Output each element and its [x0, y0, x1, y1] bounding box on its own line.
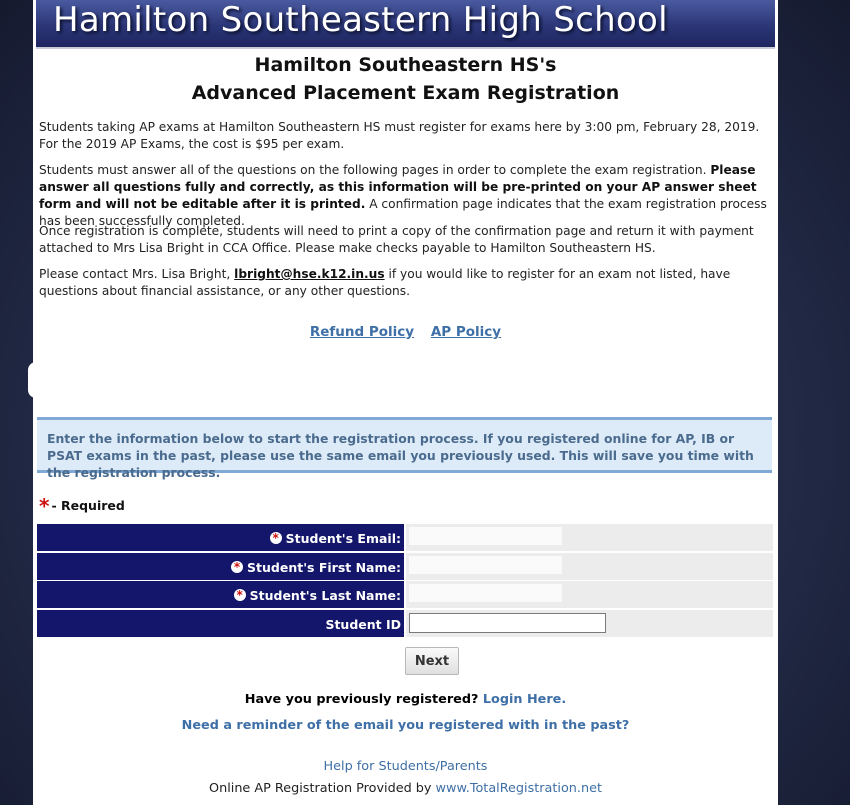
instructions-bold-text: Please answer all questions fully and correctly, as this information will be pre-printed on your AP answer sheet form and will not be editable after it is printed. — [39, 163, 757, 211]
email-reminder-link[interactable]: Need a reminder of the email you registered with in the past? — [181, 718, 630, 733]
help-link[interactable]: Help for Students/Parents — [323, 759, 488, 774]
form-row-email — [37, 524, 773, 552]
login-link[interactable]: Login Here. — [482, 692, 567, 707]
form-row-first-name — [37, 553, 773, 581]
first-name-input[interactable] — [409, 556, 562, 574]
form-row-last-name — [37, 581, 773, 609]
banner-title: Hamilton Southeastern High School — [53, 0, 668, 40]
required-note-label: - Required — [51, 498, 125, 513]
instructions-text-a: Students must answer all of the questions on the following pages in order to complete the exam registration. — [39, 163, 711, 177]
last-name-cell — [406, 581, 773, 608]
provider-link[interactable]: www.TotalRegistration.net — [435, 781, 602, 796]
contact-text-b: if you would like to register for an exam not listed, have questions about financial assistance, or any other questions. — [39, 267, 731, 298]
email-label — [37, 524, 404, 551]
next-button[interactable]: Next — [405, 647, 459, 675]
student-id-label-text: Student ID — [325, 616, 401, 632]
last-name-label — [37, 581, 404, 608]
policy-links — [33, 324, 778, 340]
intro-paragraph-deadline: Students taking AP exams at Hamilton Southeastern HS must register for exams here by 3:00 pm, February 28, 2019. For the 2019 AP Exams, the cost is $95 per exam. — [39, 120, 760, 151]
student-id-label — [37, 610, 404, 637]
intro-paragraph-instructions — [39, 162, 774, 230]
first-name-cell — [406, 553, 773, 580]
email-cell — [406, 524, 773, 551]
email-reminder-line — [33, 718, 778, 733]
help-line — [33, 759, 778, 774]
page-container — [33, 0, 778, 805]
required-note — [39, 494, 125, 518]
info-box: Enter the information below to start the registration process. If you registered online for AP, IB or PSAT exams in the past, please use the same email you previously used. This will save you time with the registration process. — [37, 417, 772, 473]
provider-line — [33, 781, 778, 796]
required-asterisk-icon: * — [270, 532, 282, 544]
page-title-line2: Advanced Placement Exam Registration — [191, 82, 620, 104]
provider-text: Online AP Registration Provided by — [209, 781, 432, 796]
last-name-input[interactable] — [409, 584, 562, 602]
intro-paragraph-payment: Once registration is complete, students will need to print a copy of the confirmation page and return it with payment attached to Mrs Lisa Bright in CCA Office. Please make checks payable to Hamilton Southeastern HS. — [39, 224, 754, 255]
form-row-student-id — [37, 610, 773, 638]
required-star-icon: * — [39, 494, 50, 518]
contact-email-link[interactable]: lbright@hse.k12.in.us — [234, 267, 385, 281]
student-id-cell — [406, 610, 773, 637]
intro-paragraph-contact — [39, 266, 774, 300]
previously-registered-line — [33, 692, 778, 707]
school-banner — [36, 0, 775, 49]
required-asterisk-icon: * — [231, 561, 243, 573]
last-name-label-text: Student's Last Name: — [249, 588, 401, 603]
email-label-text: Student's Email: — [285, 531, 401, 546]
ap-policy-link[interactable]: AP Policy — [430, 324, 502, 340]
previously-registered-text: Have you previously registered? — [244, 692, 479, 707]
required-asterisk-icon: * — [234, 589, 246, 601]
page-title-line1: Hamilton Southeastern HS's — [254, 54, 557, 76]
registration-form — [37, 524, 773, 638]
first-name-label — [37, 553, 404, 580]
student-id-input[interactable] — [409, 613, 606, 633]
refund-policy-link[interactable]: Refund Policy — [309, 324, 415, 340]
first-name-label-text: Student's First Name: — [247, 559, 401, 575]
student-email-input[interactable] — [409, 527, 562, 545]
contact-text-a: Please contact Mrs. Lisa Bright, — [39, 267, 235, 281]
instructions-text-b: A confirmation page indicates that the exam registration process has been successfully completed. — [39, 197, 767, 228]
